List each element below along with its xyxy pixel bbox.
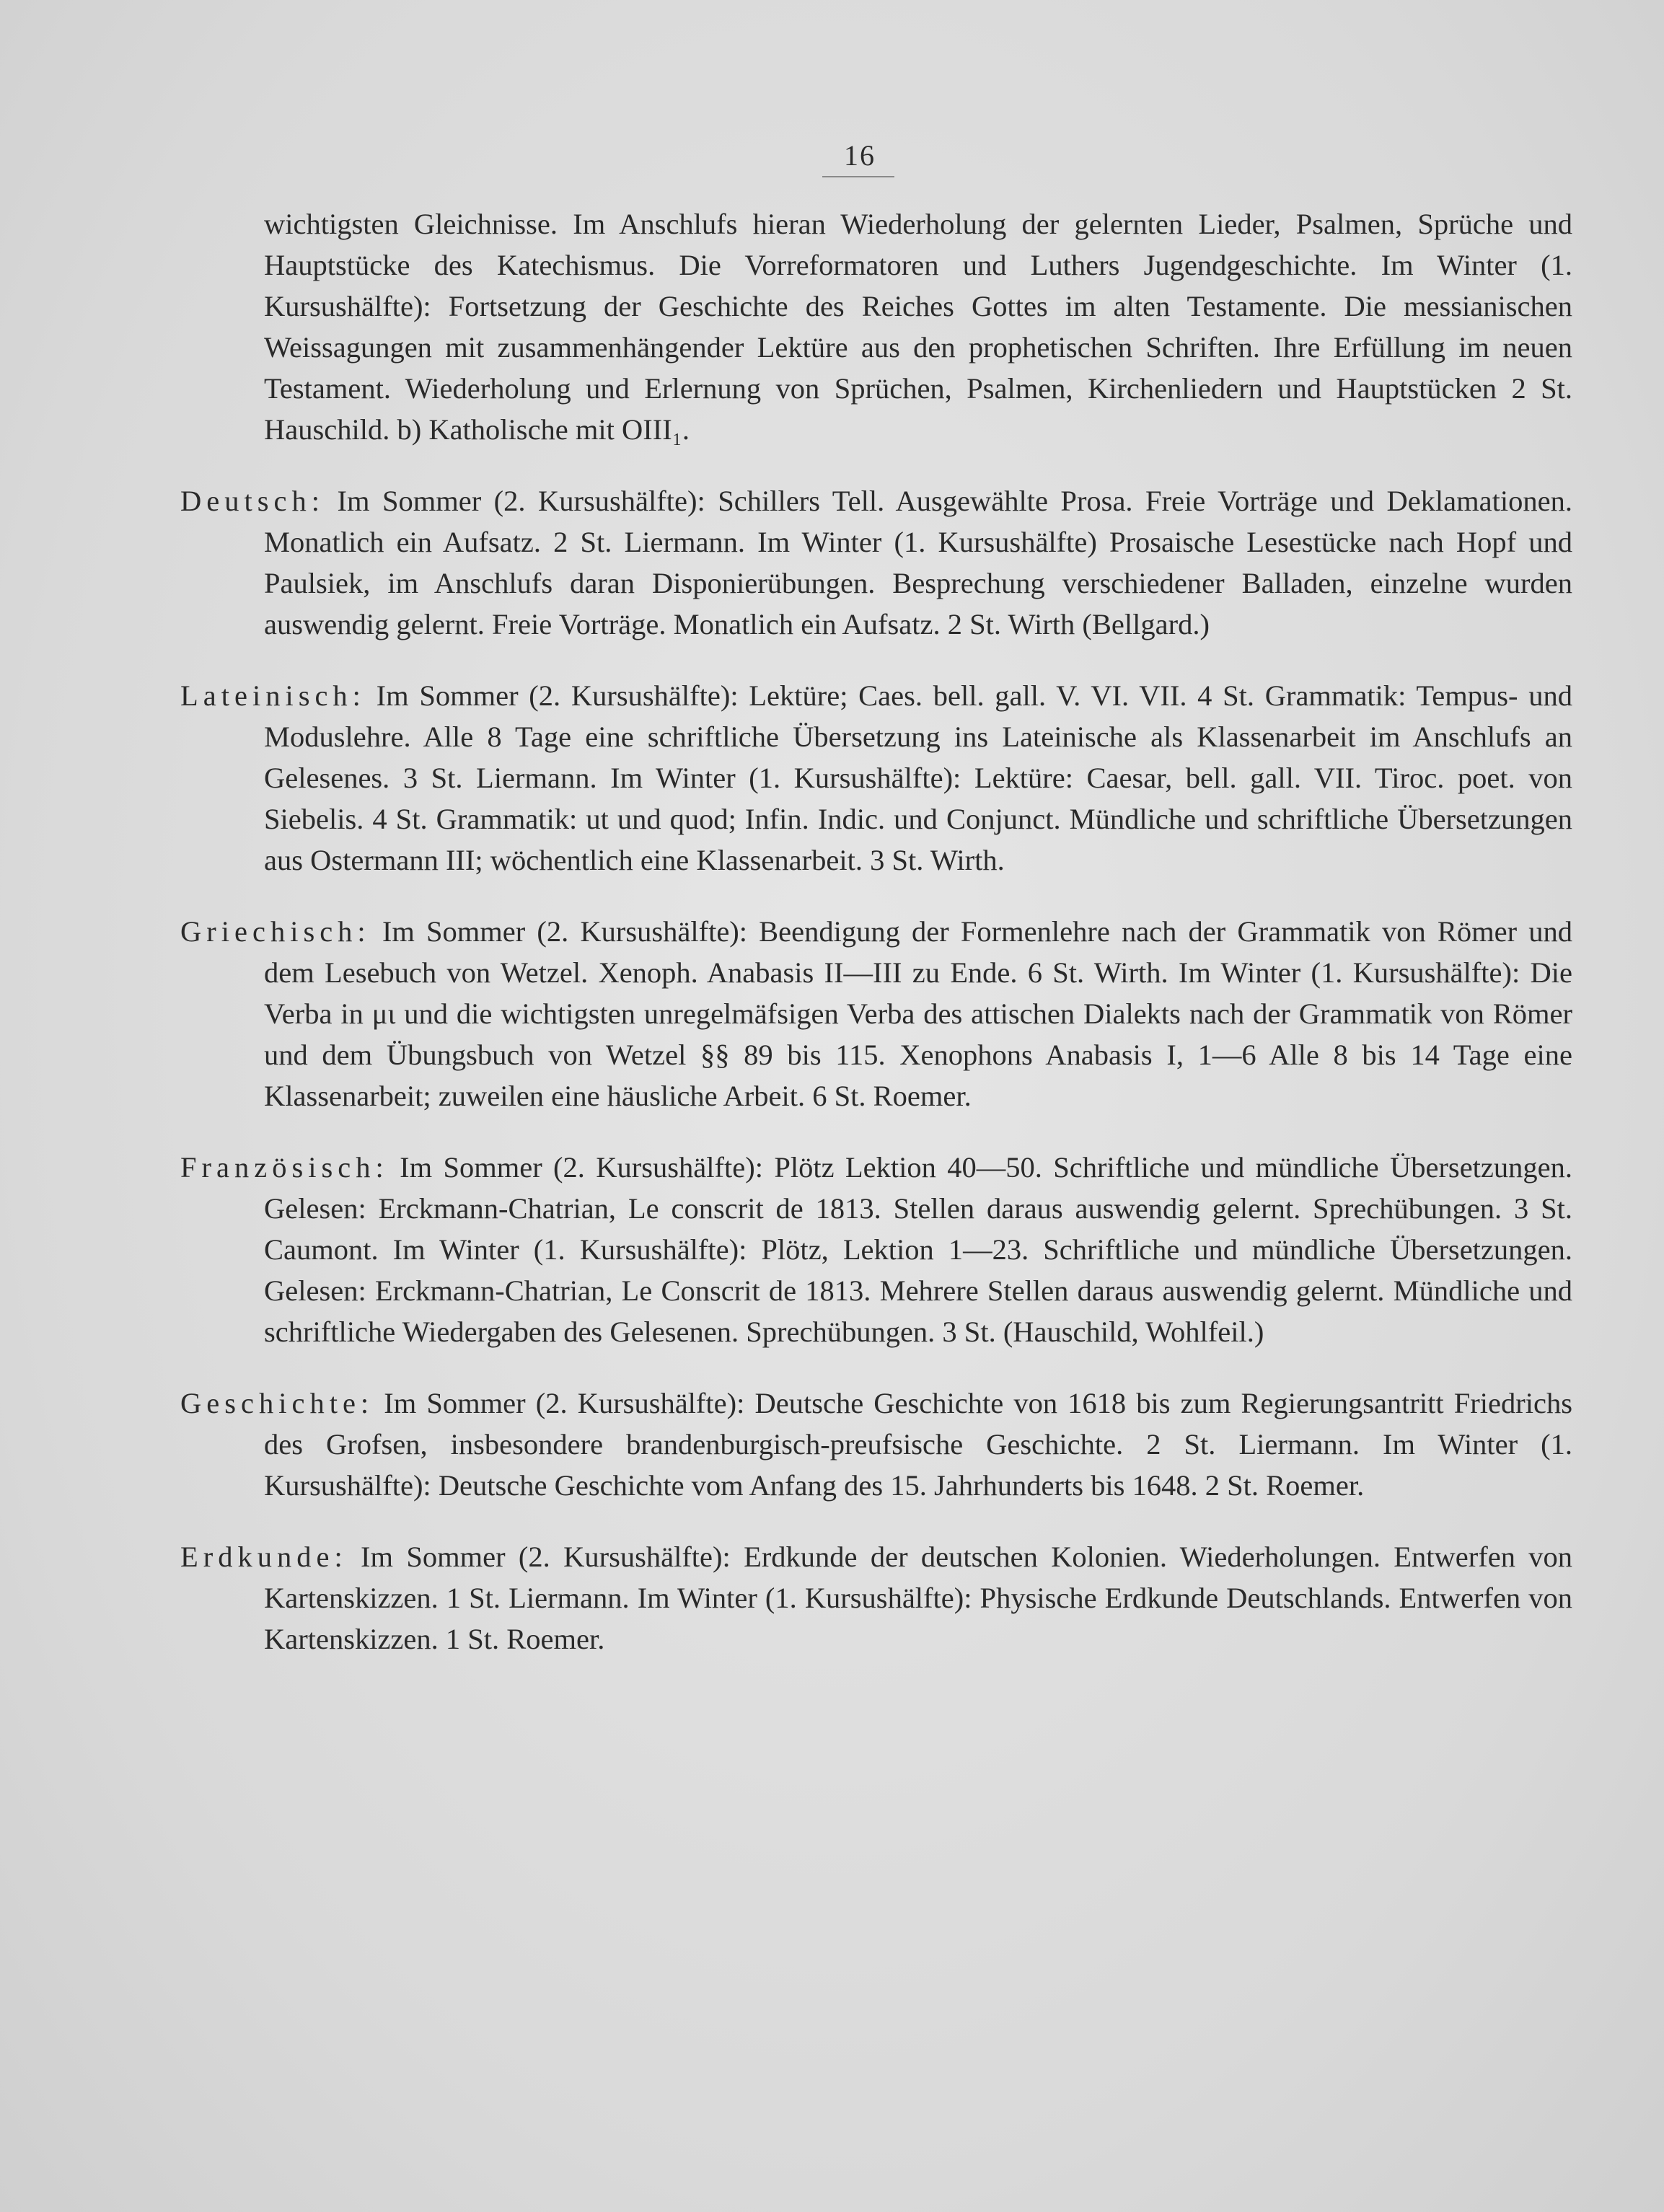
intro-paragraph: wichtigsten Gleichnisse. Im Anschlufs hieran Wiederholung der gelernten Lieder, Psalmen, Sprüche und Hauptstücke des Katechismus. Die Vorreformatoren und Luthers Jugendgeschichte. Im Winter (1. Kursushälfte): Fortsetzung der Geschichte des Reiches Gottes im alten Testamente. Die messianischen Weissagungen mit zusammenhängender Lektüre aus den prophetischen Schriften. Ihre Erfüllung im neuen Testament. Wiederholung und Erlernung von Sprüchen, Psalmen, Kirchenliedern und Hauptstücken 2 St. Hauschild. b) Katholische mit OIII₁.: [264, 208, 1572, 446]
section-lateinisch: [180, 675, 1572, 881]
section-text: Im Sommer (2. Kursushälfte): Erdkunde der deutschen Kolonien. Wiederholungen. Entwerfen von Kartenskizzen. 1 St. Liermann. Im Winter (1. Kursushälfte): Physische Erdkunde Deutschlands. Entwerfen von Kartenskizzen. 1 St. Roemer.: [264, 1541, 1573, 1655]
page-body: [180, 203, 1572, 1690]
subject-heading: Deutsch:: [180, 485, 325, 517]
subject-heading: Französisch:: [180, 1151, 389, 1184]
section-geschichte: [180, 1383, 1572, 1506]
section-text: Im Sommer (2. Kursushälfte): Plötz Lektion 40—50. Schriftliche und mündliche Übersetzungen. Gelesen: Erckmann-Chatrian, Le conscrit de 1813. Stellen daraus auswendig gelernt. Sprechübungen. 3 St. Caumont. Im Winter (1. Kursushälfte): Plötz, Lektion 1—23. Schriftliche und mündliche Übersetzungen. Gelesen: Erckmann-Chatrian, Le Conscrit de 1813. Mehrere Stellen daraus auswendig gelernt. Mündliche und schriftliche Wiedergaben des Gelesenen. Sprechübungen. 3 St. (Hauschild, Wohlfeil.): [264, 1151, 1572, 1348]
section-text: Im Sommer (2. Kursushälfte): Lektüre; Caes. bell. gall. V. VI. VII. 4 St. Grammatik: Tempus- und Moduslehre. Alle 8 Tage eine schriftliche Übersetzung ins Lateinische als Klassenarbeit im Anschlufs an Gelesenes. 3 St. Liermann. Im Winter (1. Kursushälfte): Lektüre: Caesar, bell. gall. VII. Tiroc. poet. von Siebelis. 4 St. Grammatik: ut und quod; Infin. Indic. und Conjunct. Mündliche und schriftliche Übersetzungen aus Ostermann III; wöchentlich eine Klassenarbeit. 3 St. Wirth.: [264, 679, 1572, 876]
section-text: Im Sommer (2. Kursushälfte): Beendigung der Formenlehre nach der Grammatik von Römer und dem Lesebuch von Wetzel. Xenoph. Anabasis II—III zu Ende. 6 St. Wirth. Im Winter (1. Kursushälfte): Die Verba in μι und die wichtigsten unregelmäfsigen Verba des attischen Dialekts nach der Grammatik von Römer und dem Übungsbuch von Wetzel §§ 89 bis 115. Xenophons Anabasis I, 1—6 Alle 8 bis 14 Tage eine Klassenarbeit; zuweilen eine häusliche Arbeit. 6 St. Roemer.: [264, 915, 1572, 1112]
section-erdkunde: [180, 1536, 1572, 1660]
subject-heading: Griechisch:: [180, 915, 371, 948]
subject-heading: Geschichte:: [180, 1387, 374, 1419]
page-number: 16: [844, 139, 876, 172]
section-griechisch: [180, 911, 1572, 1116]
section-text: Im Sommer (2. Kursushälfte): Schillers Tell. Ausgewählte Prosa. Freie Vorträge und Deklamationen. Monatlich ein Aufsatz. 2 St. Liermann. Im Winter (1. Kursushälfte) Prosaische Lesestücke nach Hopf und Paulsiek, im Anschlufs daran Disponierübungen. Besprechung verschiedener Balladen, einzelne wurden auswendig gelernt. Freie Vorträge. Monatlich ein Aufsatz. 2 St. Wirth (Bellgard.): [264, 485, 1572, 640]
subject-heading: Lateinisch:: [180, 679, 366, 712]
page-number-rule: [822, 176, 894, 177]
subject-heading: Erdkunde:: [180, 1541, 348, 1573]
section-text: Im Sommer (2. Kursushälfte): Deutsche Geschichte von 1618 bis zum Regierungsantritt Friedrichs des Grofsen, insbesondere brandenburgisch-preufsische Geschichte. 2 St. Liermann. Im Winter (1. Kursushälfte): Deutsche Geschichte vom Anfang des 15. Jahrhunderts bis 1648. 2 St. Roemer.: [264, 1387, 1572, 1502]
section-deutsch: [180, 480, 1572, 645]
section-franzoesisch: [180, 1147, 1572, 1352]
